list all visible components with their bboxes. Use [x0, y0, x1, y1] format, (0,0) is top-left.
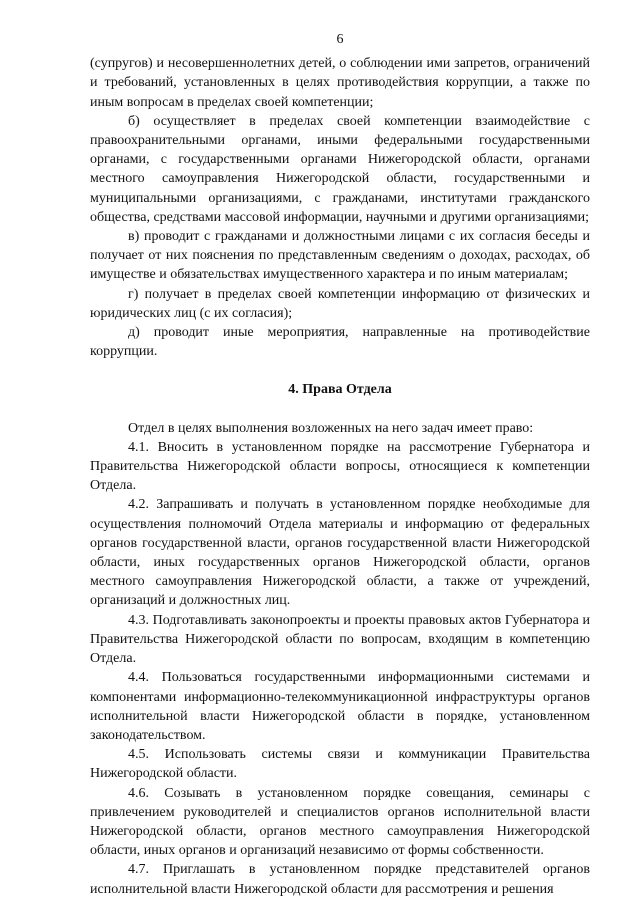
page-number: 6 [336, 32, 344, 47]
section-heading: 4. Права Отдела [288, 382, 392, 398]
list-item-d: д) проводит иные мероприятия, направленные на противодействие коррупции. [90, 325, 590, 360]
right-4-1: 4.1. Вносить в установленном порядке на рассмотрение Губернатора и Правительства Нижегородской области вопросы, относящиеся к компетенции Отдела. [90, 439, 590, 494]
right-4-4: 4.4. Пользоваться государственными информационными системами и компонентами информационно-телекоммуникационной инфраструктуры органов исполнительной власти Нижегородской области в порядке, установленном законодательством. [90, 670, 590, 743]
list-item-v: в) проводит с гражданами и должностными лицами с их согласия беседы и получает от них пояснения по представленным сведениям о доходах, расходах, об имуществе и обязательствах имущественного характера и по иным материалам; [90, 229, 590, 283]
list-item-g: г) получает в пределах своей компетенции информацию от физических и юридических лиц (с их согласия); [90, 286, 590, 321]
document-page [90, 30, 590, 899]
right-4-2: 4.2. Запрашивать и получать в установленном порядке необходимые для осуществления полномочий Отдела материалы и информацию от федеральных органов государственной власти, органов государственной власти Нижегородской области, иных государственных органов Нижегородской области, органов местного самоуправления Нижегородской области, а также от учреждений, организаций и должностных лиц. [90, 497, 590, 609]
section-intro: Отдел в целях выполнения возложенных на него задач имеет право: [128, 420, 534, 436]
right-4-7: 4.7. Приглашать в установленном порядке представителей органов исполнительной власти Нижегородской области для рассмотрения и решения [90, 862, 590, 897]
right-4-6: 4.6. Созывать в установленном порядке совещания, семинары с привлечением руководителей и специалистов органов исполнительной власти Нижегородской области, органов местного самоуправления Нижегородской области, иных органов и организаций независимо от формы собственности. [90, 785, 590, 859]
continuation-paragraph: (супругов) и несовершеннолетних детей, о соблюдении ими запретов, ограничений и требований, установленных в целях противодействия коррупции, а также по иным вопросам в пределах своей компетенции; [90, 56, 590, 110]
list-item-b: б) осуществляет в пределах своей компетенции взаимодействие с правоохранительными органами, иными федеральными государственными органами, с государственными органами Нижегородской области, органами местного самоуправления Нижегородской области, государственными и муниципальными организациями, с гражданами, институтами гражданского общества, средствами массовой информации, научными и другими организациями; [90, 113, 590, 225]
right-4-3: 4.3. Подготавливать законопроекты и проекты правовых актов Губернатора и Правительства Нижегородской области по вопросам, входящим в компетенцию Отдела. [90, 612, 590, 667]
right-4-5: 4.5. Использовать системы связи и коммуникации Правительства Нижегородской области. [90, 747, 590, 782]
